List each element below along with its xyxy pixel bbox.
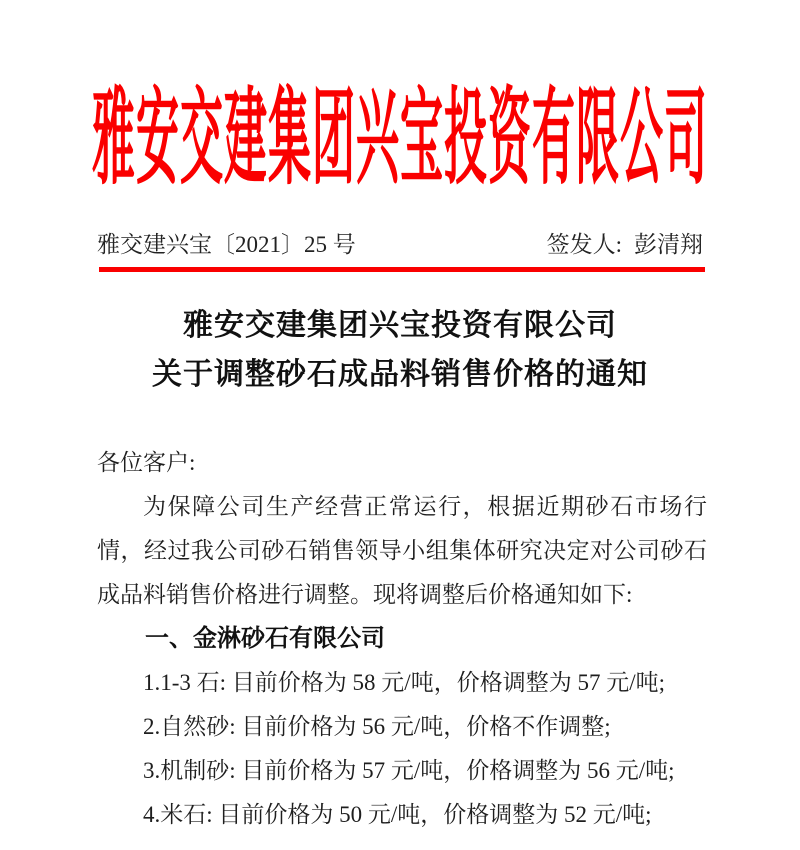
document-title-line1: 雅安交建集团兴宝投资有限公司 <box>183 309 617 342</box>
issuer-label: 签发人: <box>546 232 622 257</box>
section-heading-jinlin: 一、金淋砂石有限公司 <box>145 625 385 652</box>
price-item-rice-stone: 4.米石: 目前价格为 50 元/吨，价格调整为 52 元/吨; <box>143 802 652 827</box>
doc-meta-row <box>97 226 703 259</box>
price-item-natural-sand: 2.自然砂: 目前价格为 56 元/吨，价格不作调整; <box>143 714 611 739</box>
issuer-name: 彭清翔 <box>634 232 703 257</box>
price-item-machine-sand: 3.机制砂: 目前价格为 57 元/吨，价格调整为 56 元/吨; <box>143 758 675 783</box>
price-item-1-3-stone: 1.1-3 石: 目前价格为 58 元/吨，价格调整为 57 元/吨; <box>143 670 665 695</box>
document-body <box>97 441 707 837</box>
document-title <box>0 301 800 399</box>
issuer <box>547 226 703 259</box>
letterhead-org-name: 雅安交建集团兴宝投资有限公司 <box>92 83 708 199</box>
document-title-line2: 关于调整砂石成品料销售价格的通知 <box>152 358 648 391</box>
salutation: 各位客户: <box>97 450 196 475</box>
intro-paragraph: 为保障公司生产经营正常运行，根据近期砂石市场行情，经过我公司砂石销售领导小组集体研究决定对公司砂石成品料销售价格进行调整。现将调整后价格通知如下: <box>97 494 707 607</box>
red-divider-line <box>99 267 705 272</box>
doc-number: 雅交建兴宝〔2021〕25 号 <box>97 232 356 257</box>
